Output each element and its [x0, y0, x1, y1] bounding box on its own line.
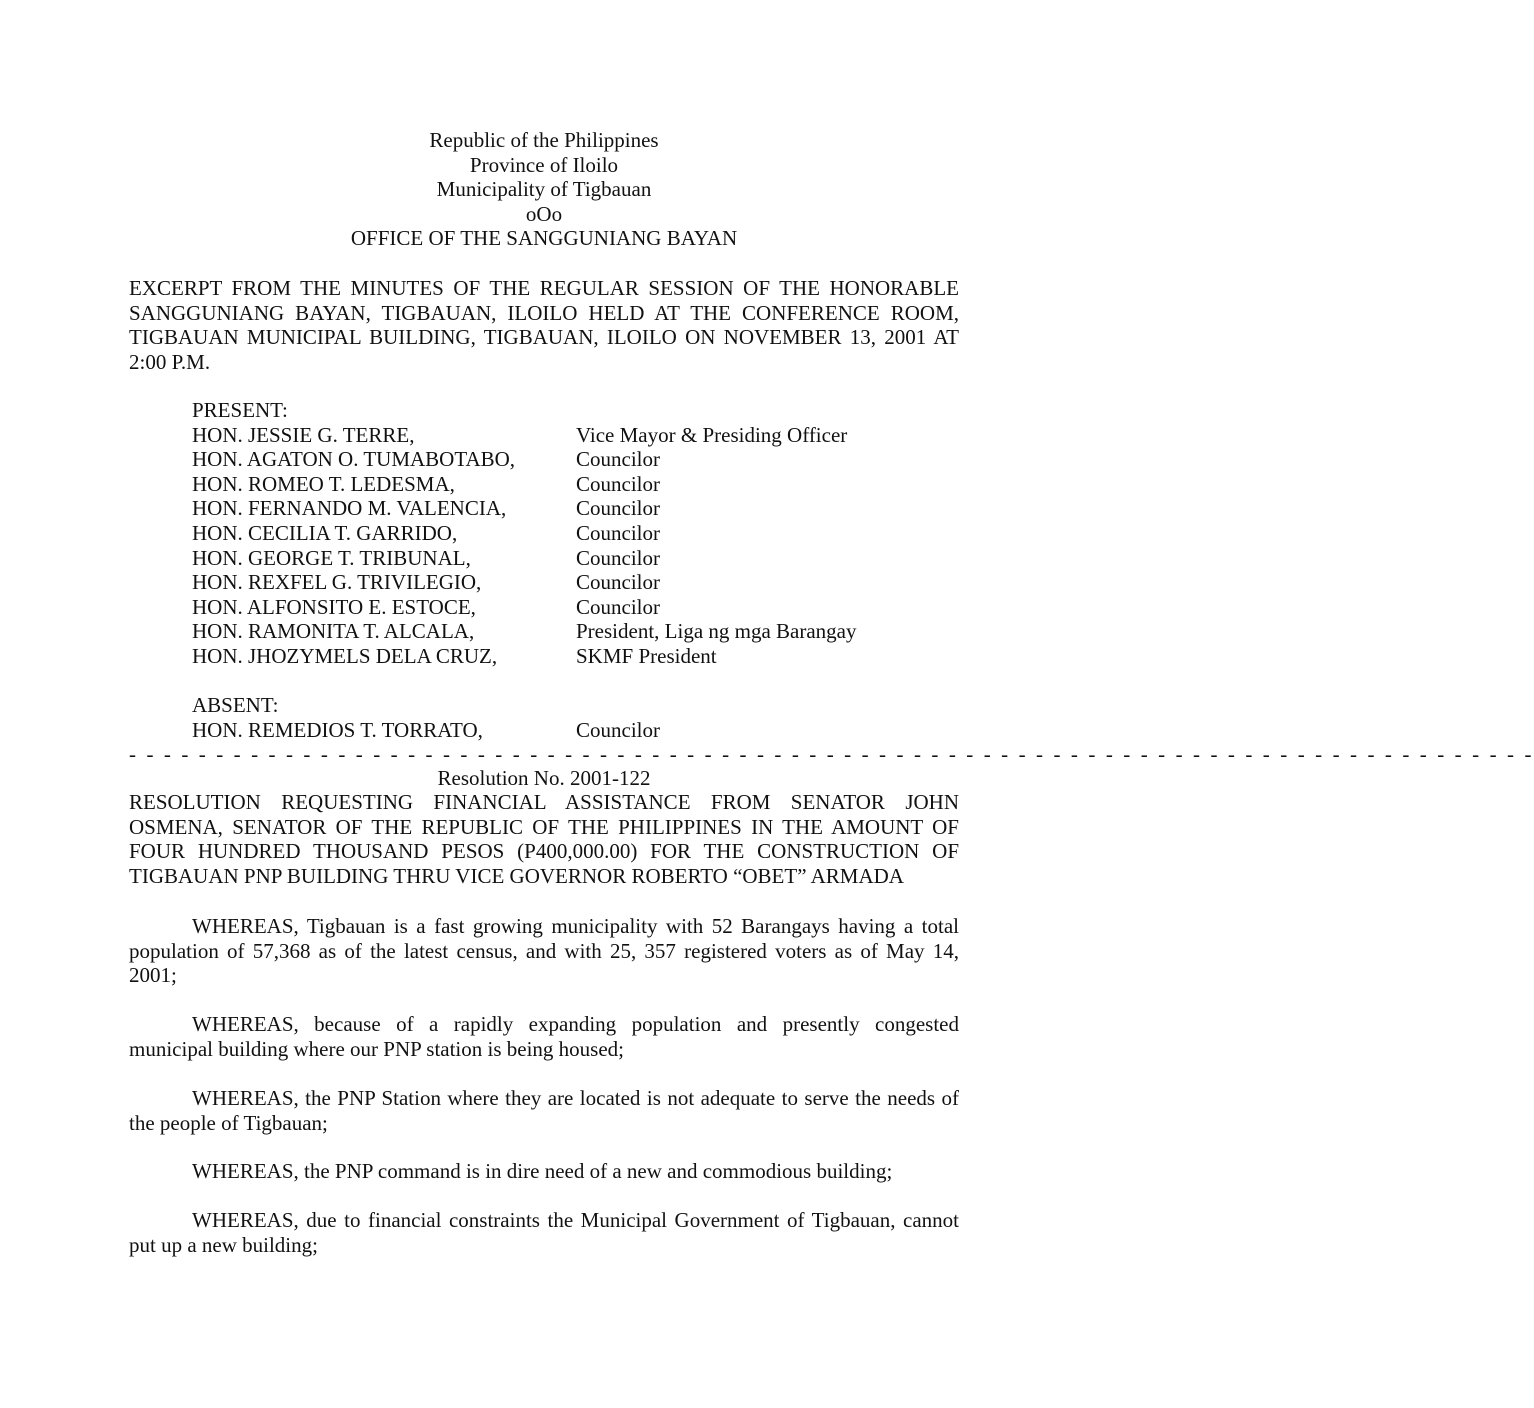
present-member-row: [192, 423, 952, 448]
excerpt-line: SANGGUNIANG BAYAN, TIGBAUAN, ILOILO HELD AT THE CONFERENCE ROOM,: [129, 300, 959, 325]
resolution-title-line: TIGBAUAN PNP BUILDING THRU VICE GOVERNOR ROBERTO “OBET” ARMADA: [129, 863, 904, 888]
member-position: Councilor: [576, 471, 660, 496]
header-office: OFFICE OF THE SANGGUNIANG BAYAN: [350, 226, 738, 251]
absent-label: ABSENT:: [192, 693, 279, 718]
attendance-roster: [192, 398, 952, 742]
paragraph-line: the people of Tigbauan;: [129, 1110, 328, 1135]
member-name: HON. ALFONSITO E. ESTOCE,: [192, 594, 476, 619]
paragraph-line: 2001;: [129, 963, 177, 988]
header-republic: Republic of the Philippines: [429, 128, 659, 152]
present-member-row: [192, 570, 952, 595]
excerpt-line: 2:00 P.M.: [129, 349, 211, 374]
letterhead: [0, 128, 1088, 251]
resolution-title: [129, 790, 959, 888]
paragraph-line: municipal building where our PNP station is being housed;: [129, 1036, 625, 1061]
header-province: Province of Iloilo: [469, 152, 619, 177]
paragraph-line: WHEREAS, because of a rapidly expanding population and presently congested: [192, 1012, 959, 1036]
header-municipality: Municipality of Tigbauan: [436, 177, 652, 202]
member-position: SKMF President: [576, 643, 717, 668]
whereas-paragraph: [129, 1012, 959, 1061]
resolution-title-line: FOUR HUNDRED THOUSAND PESOS (P400,000.00) FOR THE CONSTRUCTION OF: [129, 839, 959, 864]
dashed-divider: - - - - - - - - - - - - - - - - - - - - - - - - - - - - - - - - - - - - - - - - - - - - - - - - - - - - - - - - - - - - - - - - - - - - - - - - - - - - - - - - -: [129, 742, 1534, 766]
paragraph-line: put up a new building;: [129, 1232, 318, 1257]
present-member-row: [192, 595, 952, 620]
resolution-title-line: OSMENA, SENATOR OF THE REPUBLIC OF THE PHILIPPINES IN THE AMOUNT OF: [129, 814, 959, 839]
member-position: Councilor: [576, 545, 660, 570]
member-name: HON. ROMEO T. LEDESMA,: [192, 471, 455, 496]
member-name: HON. CECILIA T. GARRIDO,: [192, 520, 458, 545]
present-member-row: [192, 644, 952, 669]
present-member-row: [192, 496, 952, 521]
member-position: Councilor: [576, 717, 660, 742]
paragraph-line: WHEREAS, the PNP command is in dire need of a new and commodious building;: [192, 1159, 893, 1183]
present-member-row: [192, 472, 952, 497]
excerpt-line: TIGBAUAN MUNICIPAL BUILDING, TIGBAUAN, ILOILO ON NOVEMBER 13, 2001 AT: [129, 325, 959, 350]
member-name: HON. JHOZYMELS DELA CRUZ,: [192, 643, 498, 668]
member-name: HON. REMEDIOS T. TORRATO,: [192, 717, 483, 742]
member-position: Vice Mayor & Presiding Officer: [576, 422, 848, 447]
member-name: HON. REXFEL G. TRIVILEGIO,: [192, 570, 482, 595]
paragraph-line: WHEREAS, the PNP Station where they are located is not adequate to serve the needs of: [192, 1086, 959, 1110]
member-name: HON. RAMONITA T. ALCALA,: [192, 619, 475, 644]
resolution-number: Resolution No. 2001-122: [437, 766, 651, 790]
member-position: Councilor: [576, 496, 660, 521]
paragraph-line: WHEREAS, Tigbauan is a fast growing municipality with 52 Barangays having a total: [192, 914, 959, 938]
resolution-title-line: RESOLUTION REQUESTING FINANCIAL ASSISTANCE FROM SENATOR JOHN: [129, 790, 959, 814]
whereas-paragraph: [129, 1208, 959, 1257]
member-name: HON. JESSIE G. TERRE,: [192, 422, 415, 447]
header-ornament: oOo: [525, 201, 563, 226]
minutes-excerpt: [129, 276, 959, 374]
member-name: HON. GEORGE T. TRIBUNAL,: [192, 545, 471, 570]
whereas-paragraph: [129, 1159, 959, 1184]
member-position: Councilor: [576, 447, 660, 472]
member-position: Councilor: [576, 594, 660, 619]
member-position: Councilor: [576, 570, 660, 595]
member-position: President, Liga ng mga Barangay: [576, 619, 857, 644]
present-member-row: [192, 546, 952, 571]
paragraph-line: population of 57,368 as of the latest census, and with 25, 357 registered voters as of May 14,: [129, 938, 959, 963]
whereas-paragraph: [129, 1086, 959, 1135]
present-label: PRESENT:: [192, 398, 288, 422]
member-position: Councilor: [576, 520, 660, 545]
member-name: HON. AGATON O. TUMABOTABO,: [192, 447, 516, 472]
excerpt-line: EXCERPT FROM THE MINUTES OF THE REGULAR SESSION OF THE HONORABLE: [129, 276, 959, 300]
roster-spacer: [192, 669, 952, 694]
paragraph-line: WHEREAS, due to financial constraints the Municipal Government of Tigbauan, cannot: [192, 1208, 959, 1232]
whereas-paragraph: [129, 914, 959, 988]
present-member-row: [192, 447, 952, 472]
member-name: HON. FERNANDO M. VALENCIA,: [192, 496, 507, 521]
absent-member-row: [192, 718, 952, 743]
present-member-row: [192, 619, 952, 644]
present-member-row: [192, 521, 952, 546]
